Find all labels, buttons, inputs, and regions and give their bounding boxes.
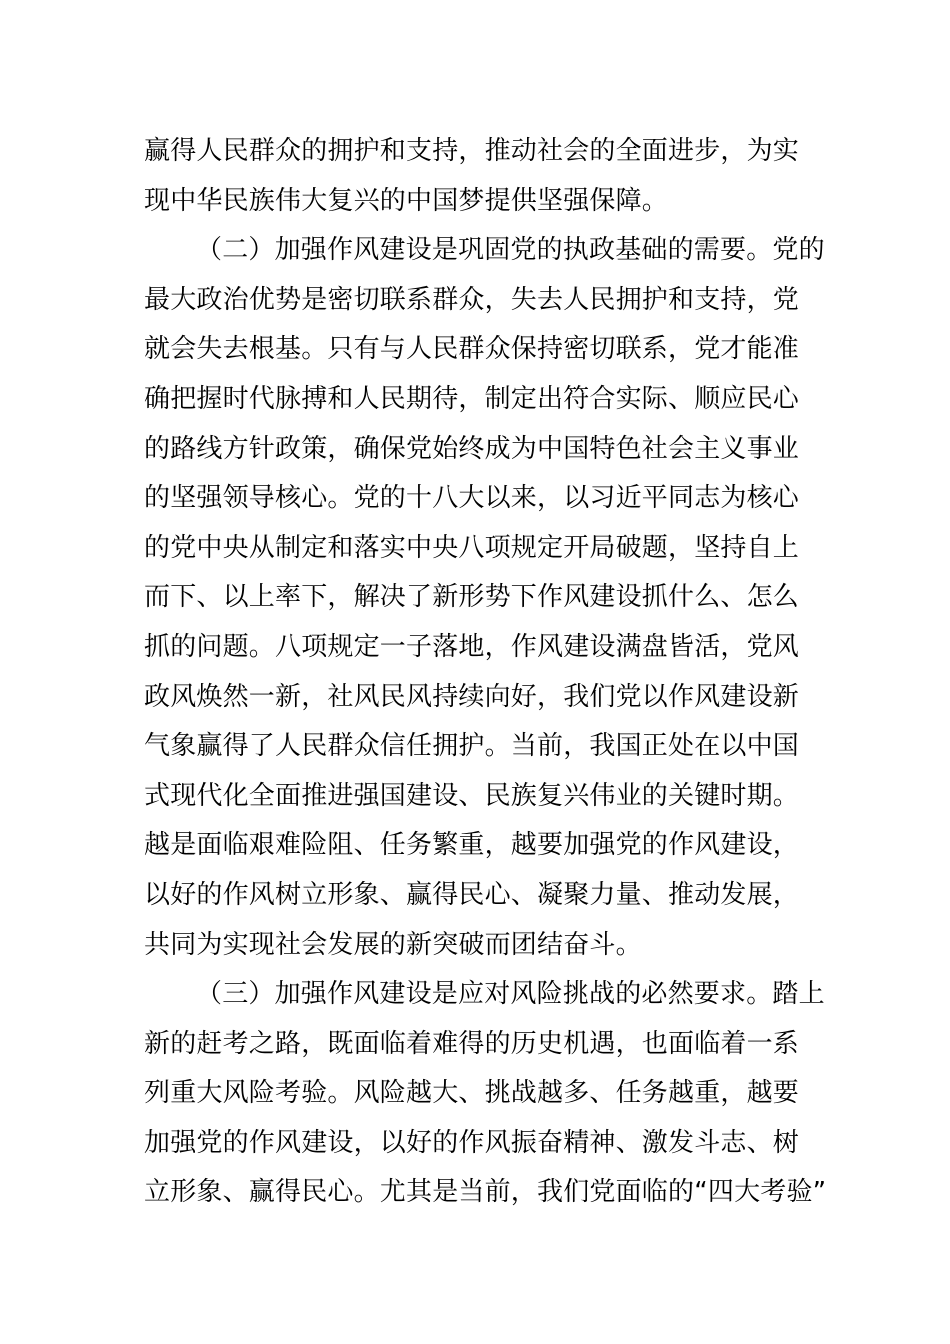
text-line: 以好的作风树立形象、赢得民心、凝聚力量、推动发展， — [144, 879, 800, 910]
body-text — [144, 127, 827, 1218]
text-line: 的坚强领导核心。党的十八大以来，以习近平同志为核心 — [144, 483, 800, 514]
text-line: 式现代化全面推进强国建设、民族复兴伟业的关键时期。 — [144, 780, 800, 811]
text-line: 立形象、赢得民心。尤其是当前，我们党面临的“四大考验” — [144, 1177, 827, 1208]
text-line: 共同为实现社会发展的新突破而团结奋斗。 — [144, 929, 642, 960]
text-line: 抓的问题。八项规定一子落地，作风建设满盘皆活，党风 — [144, 631, 800, 662]
text-line: 政风焕然一新，社风民风持续向好，我们党以作风建设新 — [144, 681, 800, 712]
text-line: 现中华民族伟大复兴的中国梦提供坚强保障。 — [144, 185, 669, 216]
paragraph-start-line: （二）加强作风建设是巩固党的执政基础的需要。党的 — [196, 235, 825, 266]
text-line: 的党中央从制定和落实中央八项规定开局破题，坚持自上 — [144, 532, 800, 563]
text-line: 确把握时代脉搏和人民期待，制定出符合实际、顺应民心 — [144, 383, 800, 414]
text-line: 的路线方针政策，确保党始终成为中国特色社会主义事业 — [144, 433, 800, 464]
text-line: 新的赶考之路，既面临着难得的历史机遇，也面临着一系 — [144, 1028, 800, 1059]
text-line: 加强党的作风建设，以好的作风振奋精神、激发斗志、树 — [144, 1127, 800, 1158]
text-line: 就会失去根基。只有与人民群众保持密切联系，党才能准 — [144, 334, 800, 365]
paragraph-start-line: （三）加强作风建设是应对风险挑战的必然要求。踏上 — [196, 979, 825, 1010]
text-line: 越是面临艰难险阻、任务繁重，越要加强党的作风建设， — [144, 830, 800, 861]
text-line: 而下、以上率下，解决了新形势下作风建设抓什么、怎么 — [144, 582, 800, 613]
text-line: 最大政治优势是密切联系群众，失去人民拥护和支持，党 — [144, 284, 800, 315]
text-line: 气象赢得了人民群众信任拥护。当前，我国正处在以中国 — [144, 731, 800, 762]
text-line: 赢得人民群众的拥护和支持，推动社会的全面进步，为实 — [144, 136, 800, 166]
text-line: 列重大风险考验。风险越大、挑战越多、任务越重，越要 — [144, 1078, 800, 1109]
